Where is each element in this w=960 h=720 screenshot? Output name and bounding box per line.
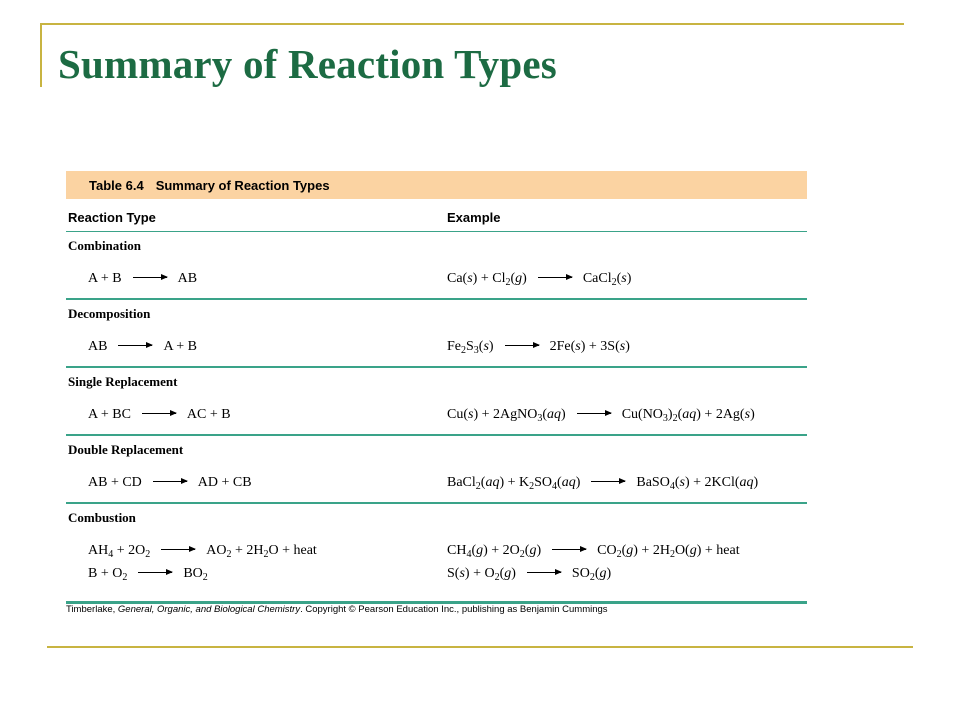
reaction-arrow-icon xyxy=(153,481,187,482)
reaction-arrow-icon xyxy=(505,345,539,346)
column-header-row xyxy=(66,199,807,232)
table-caption-bar xyxy=(66,171,807,199)
source-credit: Timberlake, General, Organic, and Biological Chemistry. Copyright © Pearson Education Inc., publishing as Benjamin Cummings xyxy=(66,604,608,615)
reaction-arrow-icon xyxy=(591,481,625,482)
example-equation: $CH_4(g) + 2O_2(g) CO_2(g) + 2H_2O(g)$ + heat xyxy=(447,543,740,560)
column-header-reaction-type: Reaction Type xyxy=(68,210,156,225)
section-title: Single Replacement xyxy=(68,374,178,389)
table-number: Table 6.4 xyxy=(89,177,144,193)
reaction-arrow-icon xyxy=(142,413,176,414)
section-decomposition xyxy=(66,300,807,368)
example-equation: BaCl$_2$(aq) + $K_2SO_4(aq)$ BaSO$_4$(s) + 2KCl(aq) xyxy=(447,475,759,492)
section-combustion xyxy=(66,504,807,604)
frame-top-line xyxy=(42,23,904,25)
general-equation: A + B AB xyxy=(88,271,198,286)
reaction-types-table xyxy=(66,171,807,604)
example-equation: Cu(s) + 2AgNO$_3$(aq) $Cu(NO_3)_2(aq) + 2Ag(s)$ xyxy=(447,407,755,424)
frame-bottom-line xyxy=(47,646,913,648)
section-combination xyxy=(66,232,807,300)
section-title: Double Replacement xyxy=(68,442,184,457)
example-equation: $Ca(s) + Cl_2(g)$ CaCl$_2$(s) xyxy=(447,271,632,288)
general-equation: AB A + B xyxy=(88,339,198,354)
reaction-arrow-icon xyxy=(133,277,167,278)
slide-title: Summary of Reaction Types xyxy=(58,41,557,87)
general-equation: AB + CD AD + CB xyxy=(88,475,252,490)
section-title: Combination xyxy=(68,238,141,253)
reaction-arrow-icon xyxy=(118,345,152,346)
general-equation: $B + O_2$ $BO_2$ xyxy=(88,566,208,583)
section-single-replacement xyxy=(66,368,807,436)
reaction-arrow-icon xyxy=(538,277,572,278)
section-title: Combustion xyxy=(68,510,136,525)
column-header-example: Example xyxy=(447,210,501,225)
reaction-arrow-icon xyxy=(552,549,586,550)
example-equation: $S(s) + O_2(g)$ $SO_2(g)$ xyxy=(447,566,612,583)
reaction-arrow-icon xyxy=(161,549,195,550)
general-equation: A + BC AC + B xyxy=(88,407,231,422)
example-equation: $Fe_2S_3(s) 2Fe(s) + 3S(s)$ xyxy=(447,339,630,356)
general-equation: $AH_4 + 2O_2$ $AO_2 + 2H_2O$ + heat xyxy=(88,543,317,560)
reaction-arrow-icon xyxy=(527,572,561,573)
reaction-arrow-icon xyxy=(138,572,172,573)
section-title: Decomposition xyxy=(68,306,151,321)
section-double-replacement xyxy=(66,436,807,504)
frame-left-line xyxy=(40,23,42,87)
reaction-arrow-icon xyxy=(577,413,611,414)
table-caption: Summary of Reaction Types xyxy=(155,177,330,193)
